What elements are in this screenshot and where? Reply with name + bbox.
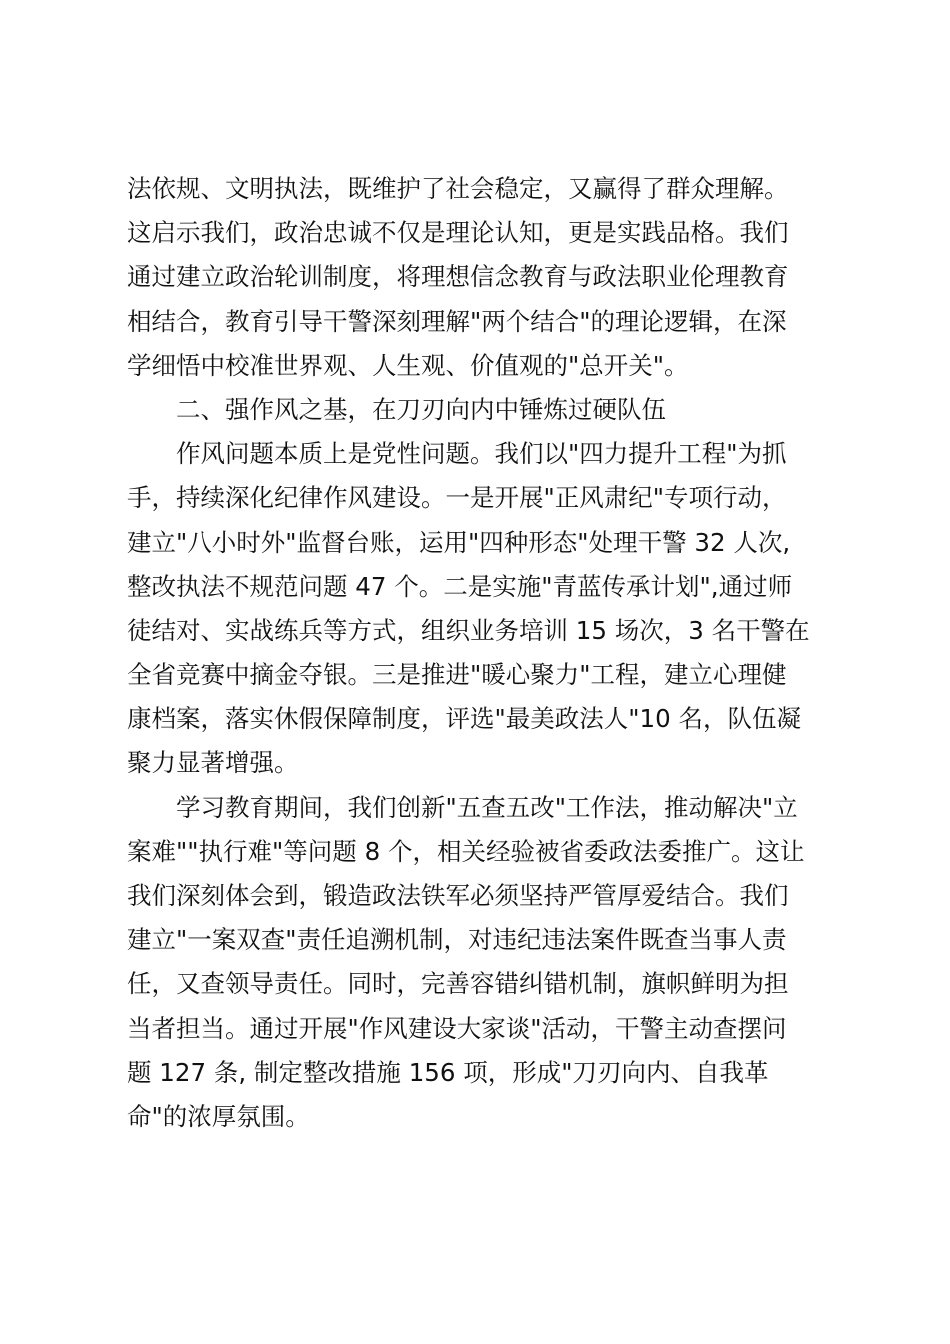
text-line: 手，持续深化纪律作风建设。一是开展"正风肃纪"专项行动， (127, 483, 787, 513)
paragraph-continued (127, 167, 830, 388)
document-body (127, 167, 830, 1139)
text-line: 这启示我们，政治忠诚不仅是理论认知，更是实践品格。我们 (127, 218, 789, 248)
text-line: 学细悟中校准世界观、人生观、价值观的"总开关"。 (127, 350, 689, 380)
text-line: 当者担当。通过开展"作风建设大家谈"活动，干警主动查摆问 (127, 1013, 787, 1043)
text-line: 命"的浓厚氛围。 (127, 1101, 310, 1131)
paragraph-work-style (127, 432, 830, 786)
text-line: 通过建立政治轮训制度，将理想信念教育与政法职业伦理教育 (127, 262, 789, 292)
text-line: 建立"一案双查"责任追溯机制，对违纪违法案件既查当事人责 (127, 925, 787, 955)
text-line: 徒结对、实战练兵等方式，组织业务培训 15 场次，3 名干警在 (127, 615, 810, 645)
text-line: 案难""执行难"等问题 8 个，相关经验被省委政法委推广。这让 (127, 836, 805, 866)
text-line: 全省竞赛中摘金夺银。三是推进"暖心聚力"工程，建立心理健 (127, 660, 787, 690)
text-line: 康档案，落实休假保障制度，评选"最美政法人"10 名，队伍凝 (127, 704, 801, 734)
text-line: 聚力显著增强。 (127, 748, 299, 778)
text-line: 整改执法不规范问题 47 个。二是实施"青蓝传承计划",通过师 (127, 571, 793, 601)
section-heading (127, 388, 830, 432)
text-line: 题 127 条, 制定整改措施 156 项，形成"刀刃向内、自我革 (127, 1057, 769, 1087)
paragraph-learning (127, 786, 830, 1140)
section-heading-text: 二、强作风之基，在刀刃向内中锤炼过硬队伍 (176, 394, 666, 424)
text-line: 任，又查领导责任。同时，完善容错纠错机制，旗帜鲜明为担 (127, 969, 789, 999)
text-line: 学习教育期间，我们创新"五查五改"工作法，推动解决"立 (176, 792, 798, 822)
text-line: 相结合，教育引导干警深刻理解"两个结合"的理论逻辑，在深 (127, 306, 787, 336)
text-line: 我们深刻体会到，锻造政法铁军必须坚持严管厚爱结合。我们 (127, 881, 789, 910)
text-line: 法依规、文明执法，既维护了社会稳定，又赢得了群众理解。 (127, 174, 789, 203)
text-line: 作风问题本质上是党性问题。我们以"四力提升工程"为抓 (176, 439, 787, 469)
text-line: 建立"八小时外"监督台账，运用"四种形态"处理干警 32 人次, (127, 527, 791, 557)
